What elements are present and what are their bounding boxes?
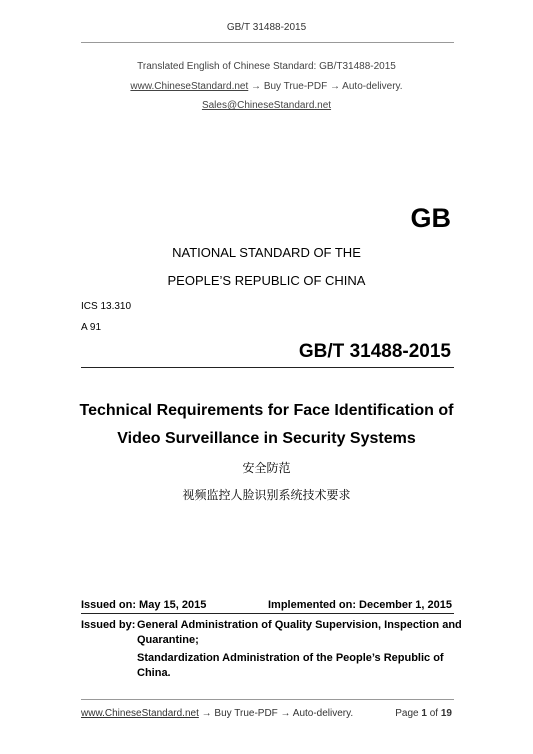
page-word: Page xyxy=(395,708,419,719)
footer-purchase xyxy=(81,708,353,719)
footer-purchase-text: → Buy True-PDF → Auto-delivery. xyxy=(201,708,354,719)
ccs-code: A 91 xyxy=(81,322,102,333)
issued-on: Issued on: May 15, 2015 xyxy=(81,599,207,611)
page-number: 1 xyxy=(421,708,427,719)
footer-rule xyxy=(81,699,454,700)
email-link[interactable]: Sales@ChineseStandard.net xyxy=(201,100,332,111)
header-rule xyxy=(81,42,454,43)
site-link[interactable]: www.ChineseStandard.net xyxy=(130,81,249,92)
of-word: of xyxy=(429,708,439,719)
ics-code: ICS 13.310 xyxy=(81,301,132,312)
implemented-on: Implemented on: December 1, 2015 xyxy=(267,599,452,611)
standard-number: GB/T 31488-2015 xyxy=(298,341,451,362)
issuer1-line1: General Administration of Quality Supervision, Inspection and xyxy=(137,619,462,631)
code-rule xyxy=(81,367,454,368)
page-total: 19 xyxy=(440,708,452,719)
page-indicator xyxy=(395,708,452,719)
issuer1-line2: Quarantine; xyxy=(137,634,199,646)
footer-site-link[interactable]: www.ChineseStandard.net xyxy=(81,708,199,719)
chinese-subtitle2: 视频监控人脸识别系统技术要求 xyxy=(182,488,351,502)
chinese-subtitle1: 安全防范 xyxy=(242,461,291,475)
email-line xyxy=(0,100,533,111)
issued-by-label: Issued by: xyxy=(81,619,136,631)
title-line1: Technical Requirements for Face Identification of xyxy=(79,402,454,419)
gb-mark: GB xyxy=(410,203,451,233)
running-header: GB/T 31488-2015 xyxy=(226,22,307,33)
national-standard-line1: NATIONAL STANDARD OF THE xyxy=(172,245,361,260)
purchase-line xyxy=(0,81,533,92)
issuer2-line1: Standardization Administration of the People’s Republic of xyxy=(137,652,444,664)
national-standard-line2: PEOPLE’S REPUBLIC OF CHINA xyxy=(167,273,366,288)
purchase-text: → Buy True-PDF → Auto-delivery. xyxy=(251,81,403,92)
translation-notice: Translated English of Chinese Standard: GB/T31488-2015 xyxy=(137,61,396,72)
title-line2: Video Surveillance in Security Systems xyxy=(117,430,416,447)
issuer2-line2: China. xyxy=(137,667,171,679)
issue-rule xyxy=(81,613,454,614)
